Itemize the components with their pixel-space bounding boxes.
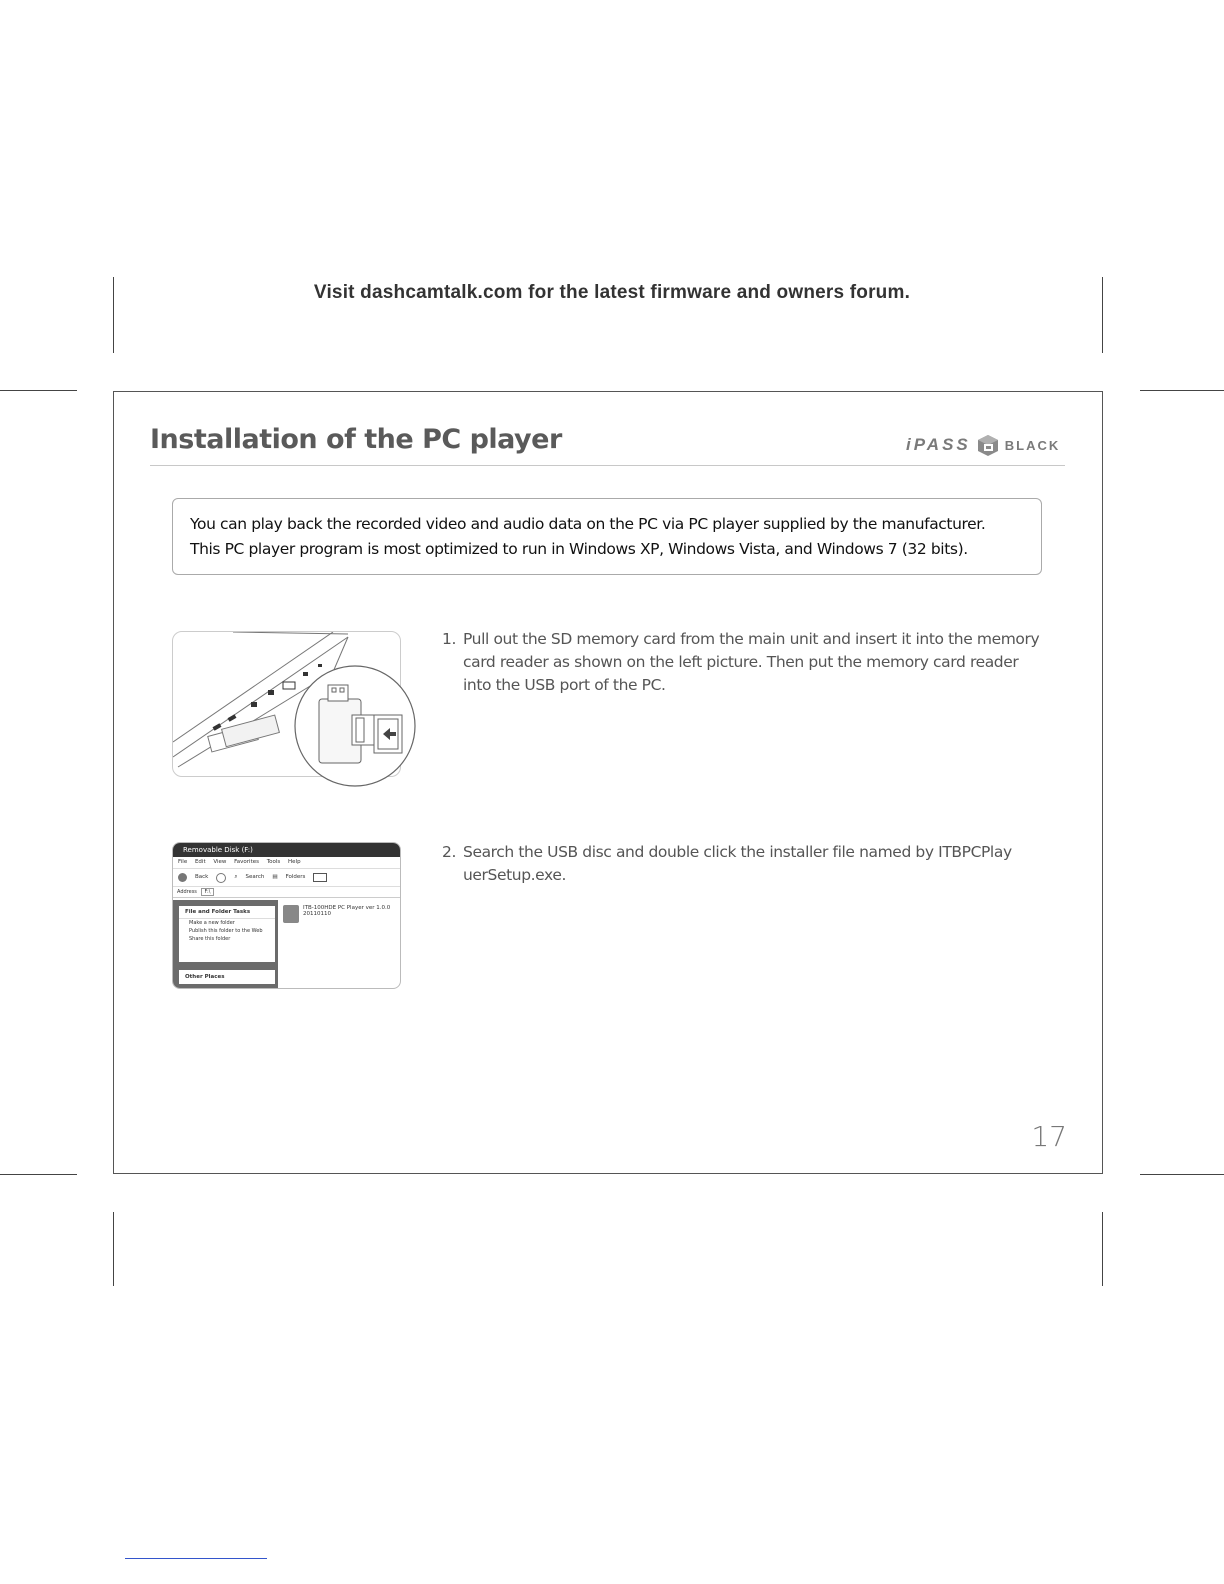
tasks-header: File and Folder Tasks [179,906,275,919]
step-line: Search the USB disc and double click the installer file named by ITBPCPlay [463,843,1012,861]
website-banner: Visit dashcamtalk.com for the latest firmware and owners forum. [313,282,911,303]
intro-line: You can play back the recorded video and audio data on the PC via PC player supplied by the manufacturer. [190,515,986,533]
other-places-panel: Other Places [179,970,275,984]
back-icon [178,873,187,882]
step-2 [442,841,1052,887]
folders-icon: ▤ [272,874,278,880]
logo-ipass-text: iPASS [906,435,971,454]
intro-line: This PC player program is most optimized to run in Windows XP, Windows Vista, and Windows 7 (32 bits). [190,540,968,558]
address-label: Address [177,889,197,895]
address-value: F:\ [201,888,215,896]
task-item: Publish this folder to the Web [189,928,263,934]
explorer-window-screenshot [172,842,401,989]
title-divider [150,465,1065,466]
installer-file-date: 20110110 [303,911,331,917]
crop-mark [1140,390,1224,391]
task-item: Share this folder [189,936,231,942]
step-number: 1. [442,630,456,648]
step-1 [442,628,1052,697]
explorer-titlebar [173,843,400,857]
page-number: 17 [1031,1120,1067,1153]
explorer-sidebar [173,900,278,988]
views-icon [313,873,327,882]
crop-mark [1140,1174,1224,1175]
crop-mark [1102,1212,1103,1286]
footnote-rule [125,1558,267,1559]
intro-box [172,498,1042,575]
toolbar-folders-label: Folders [285,874,306,880]
explorer-toolbar [173,869,400,887]
explorer-menubar: File Edit View Favorites Tools Help [173,857,400,869]
search-icon: ⌕ [234,874,238,880]
installer-file [283,905,390,923]
crop-mark [0,390,77,391]
installer-file-icon [283,905,299,923]
step-number: 2. [442,843,456,861]
zoom-circle-illustration [292,663,418,789]
step-line: uerSetup.exe. [463,866,566,884]
toolbar-search-label: Search [245,874,265,880]
task-item: Make a new folder [189,920,235,926]
brand-logo [906,432,1060,458]
forward-icon [216,873,226,883]
step-line: Pull out the SD memory card from the main unit and insert it into the memory [463,630,1040,648]
logo-cube-icon [975,433,1001,457]
logo-black-text: BLACK [1004,437,1061,453]
installer-file-name: ITB-100HDE PC Player ver 1.0.0 [303,905,391,911]
file-folder-tasks-panel [179,906,275,962]
explorer-title: Removable Disk (F:) [183,846,253,854]
step-line: card reader as shown on the left picture. Then put the memory card reader [463,653,1019,671]
step-line: into the USB port of the PC. [463,676,666,694]
crop-mark [0,1174,77,1175]
page-title: Installation of the PC player [150,424,562,455]
explorer-address-bar [173,887,400,898]
toolbar-back-label: Back [195,874,209,880]
crop-mark [113,1212,114,1286]
